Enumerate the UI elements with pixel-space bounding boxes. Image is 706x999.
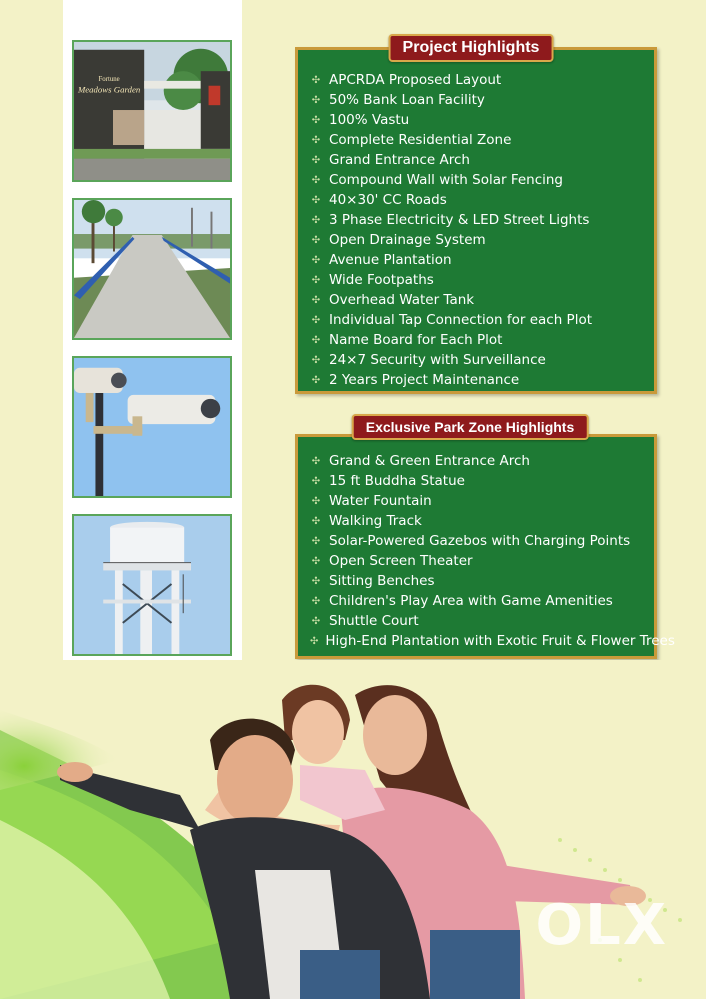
highlight-item <box>298 350 654 370</box>
highlight-text: Individual Tap Connection for each Plot <box>329 312 593 328</box>
highlight-text: Children's Play Area with Game Amenities <box>329 593 613 609</box>
bullet-icon: ✣ <box>311 94 321 106</box>
highlight-item <box>298 591 654 611</box>
highlight-item <box>298 471 654 491</box>
park-highlights-panel <box>295 434 675 659</box>
highlight-text: 24×7 Security with Surveillance <box>329 352 546 368</box>
olx-watermark: OLX <box>535 893 668 958</box>
highlight-item <box>298 531 654 551</box>
highlight-text: 3 Phase Electricity & LED Street Lights <box>329 212 590 228</box>
highlight-text: Sitting Benches <box>329 573 435 589</box>
water-tank-photo <box>72 514 232 656</box>
highlight-text: Grand Entrance Arch <box>329 152 470 168</box>
bullet-icon: ✣ <box>311 575 321 587</box>
highlight-text: Solar-Powered Gazebos with Charging Points <box>329 533 631 549</box>
bullet-icon: ✣ <box>311 374 321 386</box>
photo-column <box>63 0 242 669</box>
highlight-item <box>298 310 654 330</box>
project-highlights-panel <box>295 47 657 394</box>
bullet-icon: ✣ <box>311 74 321 86</box>
highlight-text: 40×30' CC Roads <box>329 192 447 208</box>
highlight-item <box>298 290 654 310</box>
bullet-icon: ✣ <box>311 254 321 266</box>
highlight-item <box>298 190 654 210</box>
gate-sign-line2: Meadows Garden <box>77 84 141 95</box>
bullet-icon: ✣ <box>311 595 321 607</box>
bullet-icon: ✣ <box>311 154 321 166</box>
highlight-item <box>298 110 654 130</box>
bullet-icon: ✣ <box>311 194 321 206</box>
highlight-text: Avenue Plantation <box>329 252 452 268</box>
highlight-text: Shuttle Court <box>329 613 419 629</box>
bullet-icon: ✣ <box>311 274 321 286</box>
highlight-item <box>298 210 654 230</box>
highlight-item <box>298 170 654 190</box>
highlight-item <box>298 90 654 110</box>
highlight-item <box>298 631 675 651</box>
bullet-icon: ✣ <box>311 314 321 326</box>
park-highlights-title: Exclusive Park Zone Highlights <box>352 414 589 440</box>
bullet-icon: ✣ <box>311 114 321 126</box>
highlight-text: Water Fountain <box>329 493 432 509</box>
highlight-item <box>298 511 654 531</box>
highlight-item <box>298 551 654 571</box>
highlight-item <box>298 150 654 170</box>
bullet-icon: ✣ <box>311 214 321 226</box>
highlight-item <box>298 230 654 250</box>
bullet-icon: ✣ <box>311 615 321 627</box>
bullet-icon: ✣ <box>311 475 321 487</box>
highlight-text: 2 Years Project Maintenance <box>329 372 520 388</box>
bullet-icon: ✣ <box>311 174 321 186</box>
highlight-text: Wide Footpaths <box>329 272 434 288</box>
gate-sign-line1: Fortune <box>98 75 120 83</box>
highlight-text: Complete Residential Zone <box>329 132 512 148</box>
highlight-item <box>298 330 654 350</box>
highlight-text: Open Screen Theater <box>329 553 473 569</box>
highlight-item <box>298 491 654 511</box>
bullet-icon: ✣ <box>311 455 321 467</box>
cctv-camera-photo <box>72 356 232 498</box>
highlight-item <box>298 250 654 270</box>
highlight-text: High-End Plantation with Exotic Fruit & Flower Trees <box>325 633 675 649</box>
highlight-item <box>298 611 654 631</box>
highlight-text: 15 ft Buddha Statue <box>329 473 465 489</box>
project-highlights-list <box>298 70 654 390</box>
highlight-text: Walking Track <box>329 513 422 529</box>
project-highlights-title: Project Highlights <box>389 34 554 62</box>
bullet-icon: ✣ <box>311 495 321 507</box>
highlight-text: Name Board for Each Plot <box>329 332 503 348</box>
bullet-icon: ✣ <box>311 515 321 527</box>
highlight-item <box>298 130 654 150</box>
bullet-icon: ✣ <box>311 535 321 547</box>
park-highlights-list <box>298 451 675 651</box>
bullet-icon: ✣ <box>311 134 321 146</box>
bullet-icon: ✣ <box>311 234 321 246</box>
bullet-icon: ✣ <box>310 635 319 647</box>
cc-road-photo <box>72 198 232 340</box>
bullet-icon: ✣ <box>311 555 321 567</box>
bullet-icon: ✣ <box>311 334 321 346</box>
highlight-item <box>298 70 654 90</box>
entrance-gate-photo <box>72 40 232 182</box>
bullet-icon: ✣ <box>311 354 321 366</box>
highlight-item <box>298 451 654 471</box>
highlight-text: Grand & Green Entrance Arch <box>329 453 530 469</box>
bullet-icon: ✣ <box>311 294 321 306</box>
highlight-item <box>298 571 654 591</box>
highlight-text: Overhead Water Tank <box>329 292 475 308</box>
highlight-text: 50% Bank Loan Facility <box>329 92 485 108</box>
highlight-text: Open Drainage System <box>329 232 486 248</box>
highlight-item <box>298 370 654 390</box>
highlight-text: APCRDA Proposed Layout <box>329 72 502 88</box>
highlight-text: 100% Vastu <box>329 112 410 128</box>
highlight-text: Compound Wall with Solar Fencing <box>329 172 564 188</box>
highlight-item <box>298 270 654 290</box>
